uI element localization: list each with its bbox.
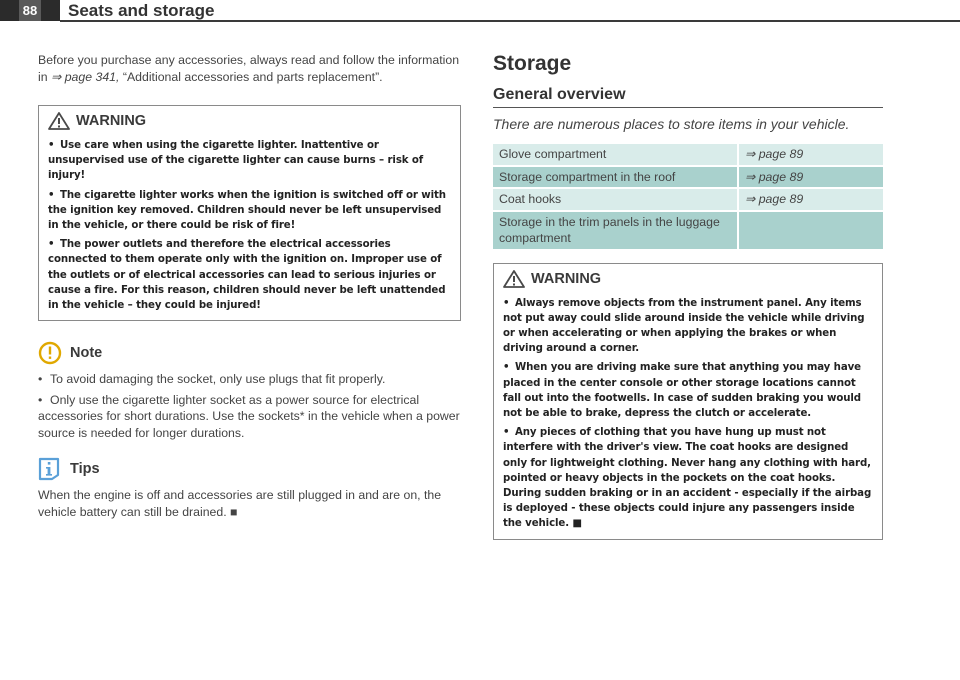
table-row — [493, 167, 883, 188]
note-heading: Note — [38, 341, 461, 365]
storage-table — [493, 142, 883, 251]
warning-item: • Always remove objects from the instrument panel. Any items not put away could slide around inside the vehicle while driving or when accelerating or when applying the brakes or when driving around a corner. — [503, 297, 865, 355]
page-link[interactable]: ⇒ page 341, — [51, 69, 120, 84]
table-cell-page-link[interactable]: ⇒ page 89 — [737, 167, 883, 188]
warning-item: • Any pieces of clothing that you have hung up must not interfere with the driver's view. The coat hooks are designed only for lightweight clothing. Never hang any clothing with hard, pointed or heavy objects in the pockets on the coat hooks. During sudden braking or in an accident - especially if the airbag is deployed - these objects could injure any passengers inside the vehicle. ■ — [503, 427, 872, 530]
general-overview-heading: General overview — [493, 86, 883, 108]
warning-item: • Use care when using the cigarette lighter. Inattentive or unsupervised use of the cigarette lighter can cause burns – risk of injury! — [48, 140, 424, 182]
right-column — [493, 52, 883, 540]
storage-heading: Storage — [493, 52, 572, 75]
table-cell-page-link[interactable]: ⇒ page 89 — [737, 189, 883, 210]
header-rule — [60, 20, 960, 22]
section-title: Seats and storage — [68, 1, 215, 20]
note-item: • To avoid damaging the socket, only use plugs that fit properly. — [38, 372, 386, 387]
warning-triangle-icon — [503, 270, 525, 288]
warning-item: • The cigarette lighter works when the ignition is switched off or with the ignition key removed. Children should never be left unsupervised in the vehicle, or there could be risk of fire! — [48, 189, 446, 232]
note-item: • Only use the cigarette lighter socket as a power source for electrical accessories for short durations. Use the sockets* in the vehicle when a power source is needed for longer durations. — [38, 392, 460, 440]
left-column — [38, 52, 461, 520]
page-number: 88 — [0, 0, 60, 21]
warning-triangle-icon — [48, 112, 70, 130]
table-cell-page-link[interactable]: ⇒ page 89 — [737, 144, 883, 165]
tips-heading: Tips — [38, 457, 461, 481]
warning-box-storage — [493, 263, 883, 540]
table-cell-page-link — [737, 212, 883, 249]
table-cell-item: Storage compartment in the roof — [493, 167, 737, 188]
warning-item: • The power outlets and therefore the electrical accessories connected to them operate only with the ignition on. Improper use of the outlets or of electrical accessories can lead to serious injuries or cause a fire. For this reason, children should never be left unattended in the vehicle – they could be injured! — [48, 239, 446, 312]
accessories-intro: Before you purchase any accessories, always read and follow the information in ⇒ page 341, “Additional accessories and parts replacement”. — [38, 53, 460, 84]
table-cell-item: Storage in the trim panels in the luggage compartment — [493, 212, 737, 249]
table-row — [493, 212, 883, 249]
info-icon — [38, 457, 60, 481]
warning-heading: WARNING — [48, 112, 451, 130]
tips-text: When the engine is off and accessories are still plugged in and are on, the vehicle battery can still be drained. ■ — [38, 488, 442, 519]
note-exclamation-icon — [38, 341, 62, 365]
table-cell-item: Glove compartment — [493, 144, 737, 165]
storage-intro: There are numerous places to store items in your vehicle. — [493, 116, 850, 132]
warning-box-lighter — [38, 105, 461, 321]
warning-heading: WARNING — [503, 270, 873, 288]
table-cell-item: Coat hooks — [493, 189, 737, 210]
table-row — [493, 144, 883, 165]
table-row — [493, 189, 883, 210]
warning-item: • When you are driving make sure that anything you may have placed in the center console or other storage locations cannot fall out into the footwells. In case of sudden braking you would not be able to brake, depress the clutch or accelerate. — [503, 362, 861, 419]
